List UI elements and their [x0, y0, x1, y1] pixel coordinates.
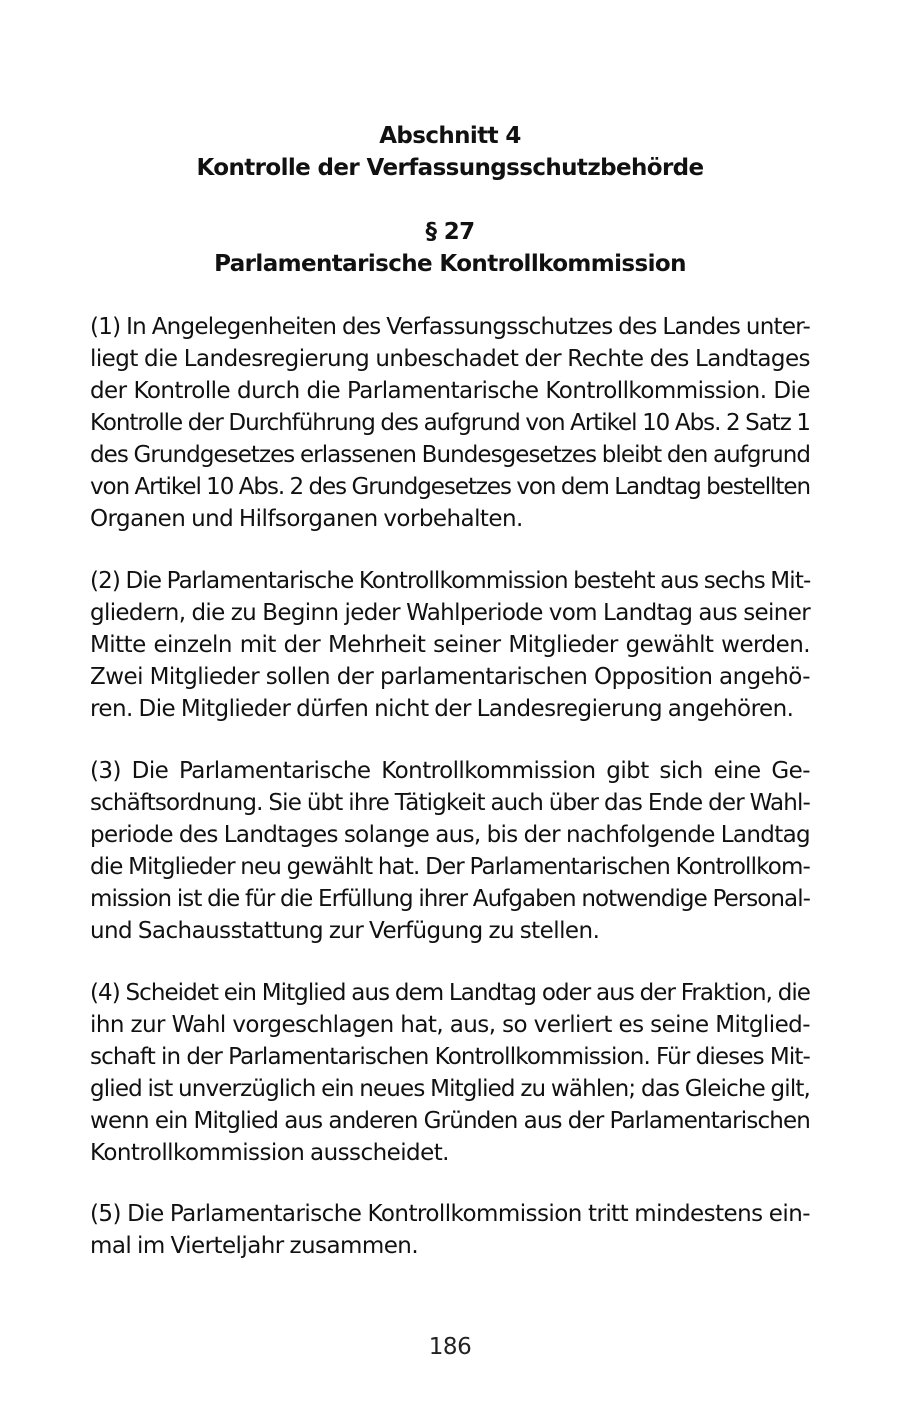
paragraph-2	[90, 565, 810, 725]
page-number: 186	[428, 1334, 472, 1360]
text-line: periode des Landtages solange aus, bis der nachfolgende Landtag	[90, 822, 810, 848]
text-line: Mitte einzeln mit der Mehrheit seiner Mitglieder gewählt werden.	[90, 632, 810, 658]
text-line: glied ist unverzüglich ein neues Mitglied zu wählen; das Gleiche gilt,	[90, 1076, 810, 1102]
section-number: Abschnitt 4	[379, 123, 521, 149]
text-line: Kontrollkommission ausscheidet.	[90, 1140, 449, 1166]
paragraph-1	[90, 311, 810, 535]
text-line: liegt die Landesregierung unbeschadet der Rechte des Landtages	[90, 346, 810, 372]
text-line: Zwei Mitglieder sollen der parlamentarischen Opposition angehö-	[90, 664, 810, 690]
text-line: und Sachausstattung zur Verfügung zu stellen.	[90, 918, 600, 944]
text-line: mal im Vierteljahr zusammen.	[90, 1233, 419, 1259]
text-line: (1) In Angelegenheiten des Verfassungsschutzes des Landes unter-	[90, 314, 810, 340]
text-line: schäftsordnung. Sie übt ihre Tätigkeit auch über das Ende der Wahl-	[90, 790, 810, 816]
paragraph-4	[90, 977, 810, 1169]
text-line: (5) Die Parlamentarische Kontrollkommission tritt mindestens ein-	[90, 1201, 810, 1227]
text-line: schaft in der Parlamentarischen Kontrollkommission. Für dieses Mit-	[90, 1044, 810, 1070]
section-heading	[0, 120, 900, 184]
paragraph-heading	[0, 216, 900, 280]
text-line: die Mitglieder neu gewählt hat. Der Parlamentarischen Kontrollkom-	[90, 854, 810, 880]
section-title: Kontrolle der Verfassungsschutzbehörde	[196, 155, 704, 181]
text-line: wenn ein Mitglied aus anderen Gründen aus der Parlamentarischen	[90, 1108, 810, 1134]
text-line: der Kontrolle durch die Parlamentarische Kontrollkommission. Die	[90, 378, 810, 404]
text-line: mission ist die für die Erfüllung ihrer Aufgaben notwendige Personal-	[90, 886, 810, 912]
text-line: ihn zur Wahl vorgeschlagen hat, aus, so verliert es seine Mitglied-	[90, 1012, 810, 1038]
text-line: des Grundgesetzes erlassenen Bundesgesetzes bleibt den aufgrund	[90, 442, 810, 468]
paragraph-title: Parlamentarische Kontrollkommission	[214, 251, 686, 277]
text-line: Organen und Hilfsorganen vorbehalten.	[90, 506, 523, 532]
paragraph-3	[90, 755, 810, 947]
text-line: von Artikel 10 Abs. 2 des Grundgesetzes von dem Landtag bestellten	[90, 474, 810, 500]
text-line: Kontrolle der Durchführung des aufgrund von Artikel 10 Abs. 2 Satz 1	[90, 410, 810, 436]
text-line: ren. Die Mitglieder dürfen nicht der Landesregierung angehören.	[90, 696, 794, 722]
text-line: (2) Die Parlamentarische Kontrollkommission besteht aus sechs Mit-	[90, 568, 811, 594]
text-line: gliedern, die zu Beginn jeder Wahlperiode vom Landtag aus seiner	[90, 600, 810, 626]
paragraph-number: § 27	[425, 219, 475, 245]
text-line: (4) Scheidet ein Mitglied aus dem Landtag oder aus der Fraktion, die	[90, 980, 810, 1006]
paragraph-5	[90, 1198, 810, 1262]
text-line: (3) Die Parlamentarische Kontrollkommission gibt sich eine Ge-	[90, 758, 810, 784]
